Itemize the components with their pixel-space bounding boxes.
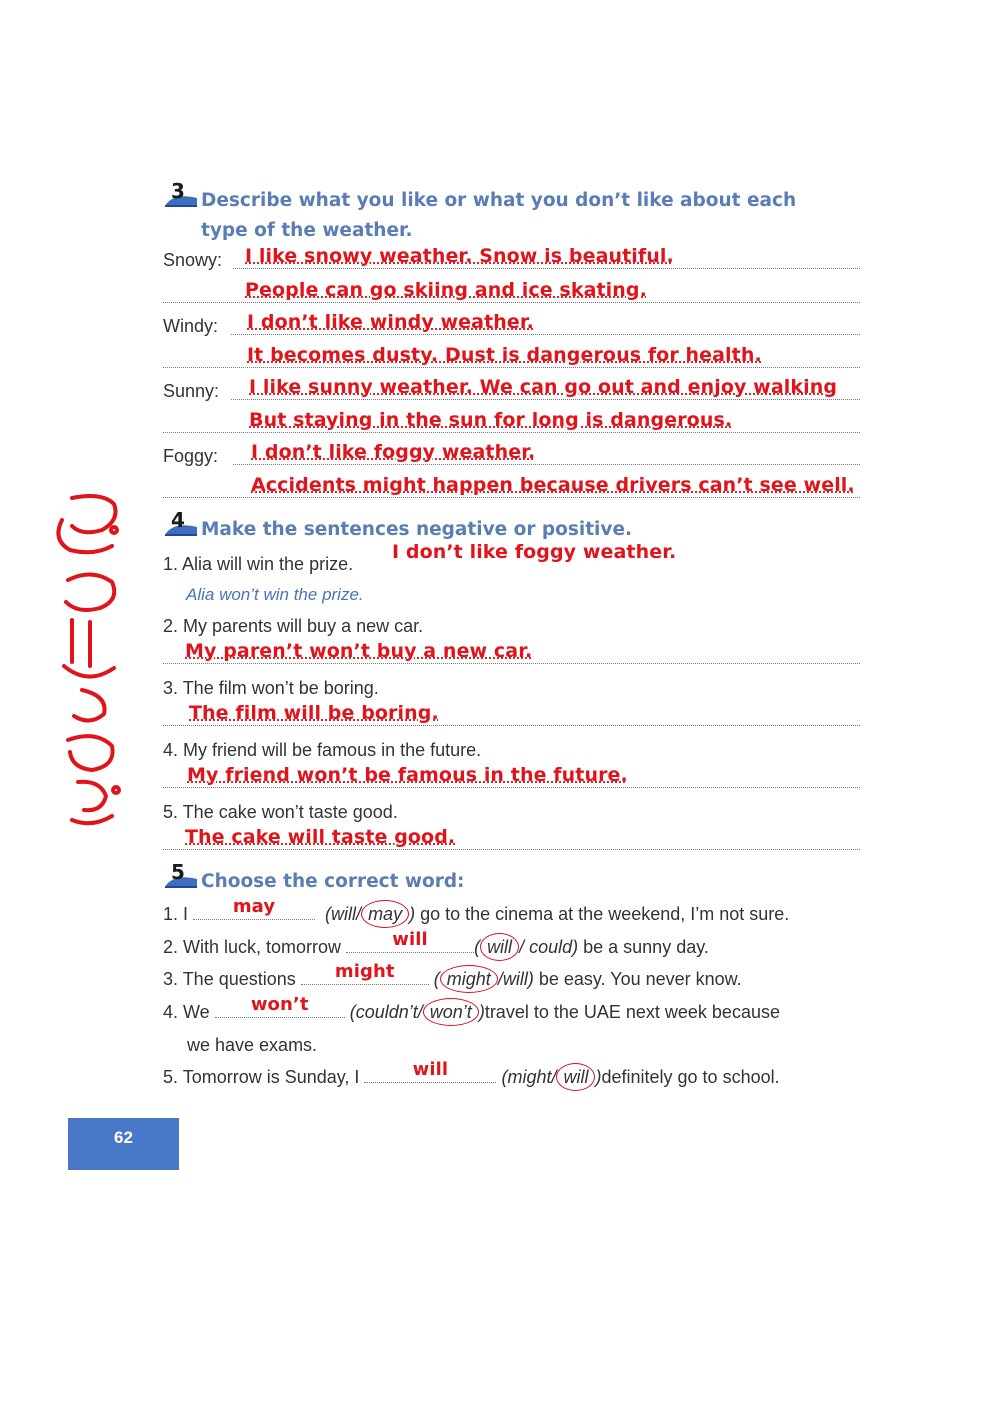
choice-sentence xyxy=(163,961,742,990)
dotted-line xyxy=(163,497,860,498)
option-close: ) xyxy=(527,969,534,989)
sentence-prompt: 1. Alia will win the prize. xyxy=(163,554,354,574)
option-sep: / xyxy=(497,969,503,989)
option-1: will xyxy=(331,904,357,924)
handwritten-answer: People can go skiing and ice skating. xyxy=(245,279,647,301)
section-5-heading xyxy=(163,860,841,897)
handwritten-signature xyxy=(42,490,134,830)
dotted-line xyxy=(163,787,860,788)
sentence-end: travel to the UAE next week because xyxy=(484,1002,780,1022)
answer-blank xyxy=(193,896,315,920)
sentence-prompt: 3. The film won’t be boring. xyxy=(163,678,379,698)
option-close: ) xyxy=(478,1002,485,1022)
option-1-circled: might xyxy=(440,965,498,993)
dotted-line xyxy=(231,399,860,400)
option-sep: / xyxy=(356,904,362,924)
answer-line xyxy=(163,405,860,437)
example-answer: Alia won’t win the prize. xyxy=(186,585,364,604)
option-open: ( xyxy=(474,937,481,957)
page-number: 62 xyxy=(68,1118,179,1170)
option-1: might xyxy=(507,1067,552,1087)
choice-sentence xyxy=(163,994,780,1023)
section-4-number: 4 xyxy=(171,508,185,532)
sentence-prompt: 4. My friend will be famous in the future. xyxy=(163,740,482,760)
dotted-line xyxy=(163,725,860,726)
handwritten-answer: Accidents might happen because drivers can’t see well. xyxy=(251,474,855,496)
option-sep: / xyxy=(551,1067,557,1087)
answer-blank xyxy=(346,929,474,953)
dotted-line xyxy=(233,268,860,269)
answer-line xyxy=(163,340,860,372)
weather-label: Foggy: xyxy=(163,446,219,466)
answer-line xyxy=(163,636,860,668)
sentence-end: go to the cinema at the weekend, I’m not sure. xyxy=(415,904,790,924)
weather-label: Windy: xyxy=(163,316,219,336)
choice-sentence xyxy=(163,1059,780,1088)
sentence-start: 4. We xyxy=(163,1002,210,1022)
sentence-start: 1. I xyxy=(163,904,189,924)
handwritten-answer: may xyxy=(232,896,276,917)
handwritten-answer: I like snowy weather. Snow is beautiful. xyxy=(245,245,674,267)
option-1: couldn’t xyxy=(355,1002,418,1022)
handwritten-answer: might xyxy=(334,961,395,982)
dotted-line xyxy=(163,367,860,368)
handwritten-answer: The cake will taste good. xyxy=(185,826,456,848)
sentence-start: 3. The questions xyxy=(163,969,296,989)
dotted-line xyxy=(163,849,860,850)
handwritten-answer: It becomes dusty. Dust is dangerous for health. xyxy=(247,344,762,366)
section-3-heading xyxy=(163,179,841,246)
option-1-circled: will xyxy=(480,933,519,961)
handwritten-answer: I don’t like foggy weather. xyxy=(392,541,677,563)
option-2-circled: won’t xyxy=(423,998,479,1026)
sentence-start: 2. With luck, tomorrow xyxy=(163,937,342,957)
answer-line xyxy=(163,698,860,730)
answer-blank xyxy=(215,994,345,1018)
section-3-number: 3 xyxy=(171,179,185,203)
sentence-prompt: 2. My parents will buy a new car. xyxy=(163,616,424,636)
sentence-end: be easy. You never know. xyxy=(533,969,742,989)
section-3-title: Describe what you like or what you don’t like about each type of the weather. xyxy=(201,190,797,241)
answer-line xyxy=(163,241,860,273)
answer-line xyxy=(163,760,860,792)
handwritten-answer: will xyxy=(412,1059,449,1080)
weather-label: Snowy: xyxy=(163,250,223,270)
weather-label: Sunny: xyxy=(163,381,220,401)
option-close: ) xyxy=(595,1067,602,1087)
handwritten-answer: My paren’t won’t buy a new car. xyxy=(185,640,533,662)
option-open: ( xyxy=(349,1002,356,1022)
handwritten-answer: I don’t like windy weather. xyxy=(247,311,534,333)
answer-line xyxy=(163,822,860,854)
option-2: will xyxy=(502,969,528,989)
sentence-end: be a sunny day. xyxy=(578,937,709,957)
option-close: ) xyxy=(572,937,579,957)
sentence-start: 5. Tomorrow is Sunday, I xyxy=(163,1067,360,1087)
choice-sentence xyxy=(163,896,790,925)
option-open: ( xyxy=(501,1067,508,1087)
section-4-number-badge xyxy=(163,508,203,543)
handwritten-answer: won’t xyxy=(250,994,309,1015)
option-sep: / xyxy=(417,1002,423,1022)
handwritten-answer: But staying in the sun for long is dangerous. xyxy=(249,409,733,431)
section-3-number-badge xyxy=(163,179,203,214)
answer-line xyxy=(163,275,860,307)
sentence-end: definitely go to school. xyxy=(601,1067,780,1087)
option-2-circled: will xyxy=(556,1063,595,1091)
section-5-number-badge xyxy=(163,860,203,895)
option-2: could xyxy=(524,937,573,957)
answer-line xyxy=(163,437,860,469)
option-close: ) xyxy=(409,904,416,924)
choice-sentence xyxy=(163,929,709,958)
option-2-circled: may xyxy=(361,900,409,928)
handwritten-answer: I don’t like foggy weather. xyxy=(251,441,536,463)
dotted-line xyxy=(231,334,860,335)
dotted-line xyxy=(163,663,860,664)
answer-line xyxy=(163,470,860,502)
sentence-continuation: we have exams. xyxy=(187,1035,318,1055)
answer-line xyxy=(163,372,860,404)
answer-line xyxy=(163,307,860,339)
dotted-line xyxy=(233,464,860,465)
answer-blank xyxy=(364,1059,496,1083)
section-5-number: 5 xyxy=(171,860,185,884)
option-sep: / xyxy=(519,937,525,957)
option-open: ( xyxy=(433,969,440,989)
sentence-prompt: 5. The cake won’t taste good. xyxy=(163,802,398,822)
handwritten-answer: My friend won’t be famous in the future. xyxy=(187,764,628,786)
answer-blank xyxy=(301,961,429,985)
handwritten-answer: The film will be boring. xyxy=(189,702,439,724)
dotted-line xyxy=(163,432,860,433)
section-4-title: Make the sentences negative or positive. xyxy=(201,519,633,540)
dotted-line xyxy=(163,302,860,303)
option-open: ( xyxy=(325,904,332,924)
handwritten-answer: I like sunny weather. We can go out and enjoy walking xyxy=(249,376,838,398)
handwritten-answer: will xyxy=(392,929,428,950)
section-5-title: Choose the correct word: xyxy=(201,871,465,892)
